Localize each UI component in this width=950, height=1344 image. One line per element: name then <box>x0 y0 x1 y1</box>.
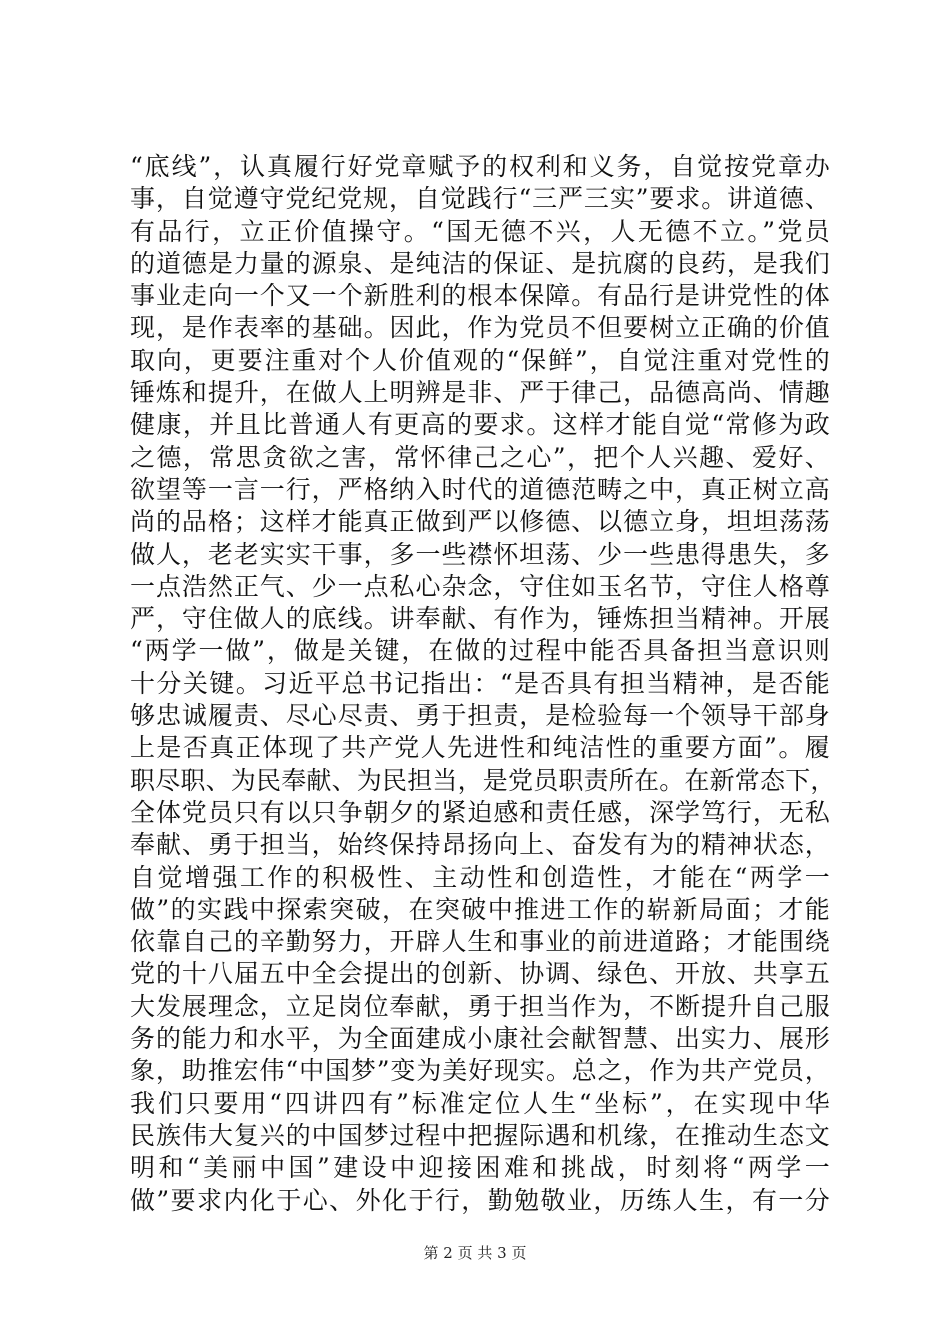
text-line: 象，助推宏伟“中国梦”变为美好现实。总之，作为共产党员， <box>130 1056 830 1086</box>
text-line: 现，是作表率的基础。因此，作为党员不但要树立正确的价值 <box>130 313 830 343</box>
text-line: 一点浩然正气、少一点私心杂念，守住如玉名节，守住人格尊 <box>130 571 830 601</box>
text-line: 尚的品格；这样才能真正做到严以修德、以德立身，坦坦荡荡 <box>130 507 830 537</box>
text-line: 全体党员只有以只争朝夕的紧迫感和责任感，深学笃行，无私 <box>130 797 830 827</box>
text-line: 做”要求内化于心、外化于行，勤勉敬业，历练人生，有一分 <box>130 1185 830 1215</box>
text-line: 职尽职、为民奉献、为民担当，是党员职责所在。在新常态下， <box>130 765 836 795</box>
text-line: 做”的实践中探索突破，在突破中推进工作的崭新局面；才能 <box>130 894 830 924</box>
text-line: 大发展理念，立足岗位奉献，勇于担当作为，不断提升自己服 <box>130 991 830 1021</box>
text-line: 之德，常思贪欲之害，常怀律己之心”，把个人兴趣、爱好、 <box>130 442 830 472</box>
body-paragraph <box>130 151 836 1217</box>
text-line: 健康，并且比普通人有更高的要求。这样才能自觉“常修为政 <box>130 410 830 440</box>
text-line: 奉献、勇于担当，始终保持昂扬向上、奋发有为的精神状态， <box>130 830 830 860</box>
text-line: “底线”，认真履行好党章赋予的权利和义务，自觉按党章办 <box>130 152 830 181</box>
text-line: 自觉增强工作的积极性、主动性和创造性，才能在“两学一 <box>130 862 830 892</box>
text-line: 十分关键。习近平总书记指出：“是否具有担当精神，是否能 <box>130 668 830 698</box>
text-line: 民族伟大复兴的中国梦过程中把握际遇和机缘，在推动生态文 <box>130 1120 830 1150</box>
text-line: 明和“美丽中国”建设中迎接困难和挑战，时刻将“两学一 <box>130 1153 830 1183</box>
text-line: 取向，更要注重对个人价值观的“保鲜”，自觉注重对党性的 <box>130 345 830 375</box>
text-line: 务的能力和水平，为全面建成小康社会献智慧、出实力、展形 <box>130 1024 830 1054</box>
text-line: 事业走向一个又一个新胜利的根本保障。有品行是讲党性的体 <box>130 281 830 311</box>
text-line: 做人，老老实实干事，多一些襟怀坦荡、少一些患得患失，多 <box>130 539 830 569</box>
text-line: 的道德是力量的源泉、是纯洁的保证、是抗腐的良药，是我们 <box>130 248 830 278</box>
text-line: 够忠诚履责、尽心尽责、勇于担责，是检验每一个领导干部身 <box>130 701 830 731</box>
page-number-footer: 第 2 页 共 3 页 <box>423 1244 527 1262</box>
text-line: 事，自觉遵守党纪党规，自觉践行“三严三实”要求。讲道德、 <box>130 184 830 214</box>
text-line: 严，守住做人的底线。讲奉献、有作为，锤炼担当精神。开展 <box>130 604 830 634</box>
text-line: 锤炼和提升，在做人上明辨是非、严于律己，品德高尚、情趣 <box>130 378 830 408</box>
text-line: 依靠自己的辛勤努力，开辟人生和事业的前进道路；才能围绕 <box>130 927 830 957</box>
text-line: 欲望等一言一行，严格纳入时代的道德范畴之中，真正树立高 <box>130 474 830 504</box>
text-line: 党的十八届五中全会提出的创新、协调、绿色、开放、共享五 <box>130 959 830 989</box>
text-line: “两学一做”，做是关键，在做的过程中能否具备担当意识则 <box>130 636 830 666</box>
text-line: 我们只要用“四讲四有”标准定位人生“坐标”，在实现中华 <box>130 1088 830 1118</box>
text-line: 上是否真正体现了共产党人先进性和纯洁性的重要方面”。履 <box>130 733 830 763</box>
text-line: 有品行，立正价值操守。“国无德不兴，人无德不立。”党员 <box>130 216 830 246</box>
